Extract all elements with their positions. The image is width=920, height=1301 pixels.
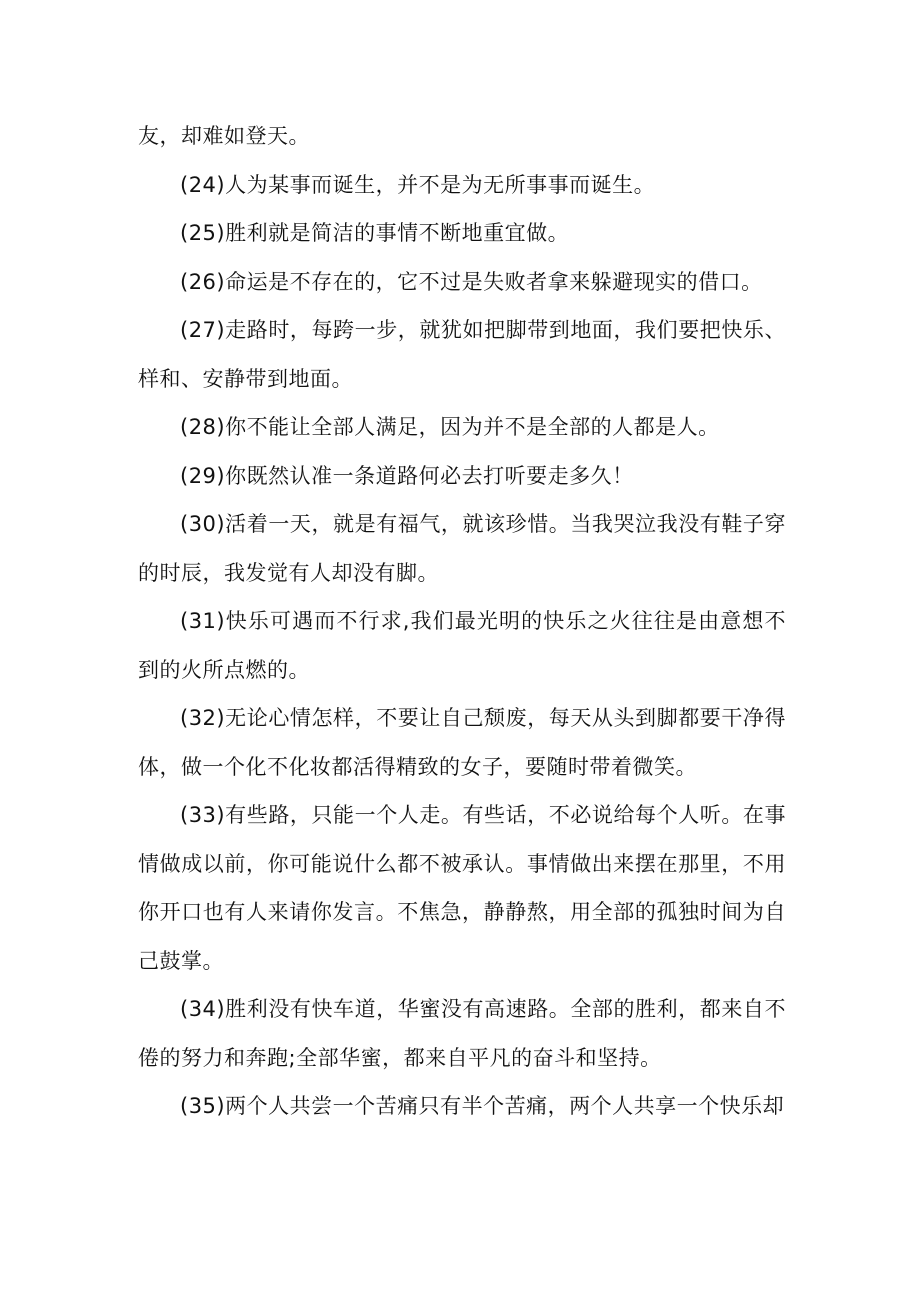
paragraph-35: (35)两个人共尝一个苦痛只有半个苦痛，两个人共享一个快乐却 [180, 1094, 785, 1118]
paragraph-34: (34)胜利没有快车道，华蜜没有高速路。全部的胜利，都来自不倦的努力和奔跑;全部华蜜，都来自平凡的奋斗和坚持。 [138, 997, 786, 1070]
paragraph-29: (29)你既然认准一条道路何必去打听要走多久！ [180, 463, 634, 488]
paragraph-25: (25)胜利就是简洁的事情不断地重宜做。 [180, 221, 570, 245]
paragraph-23-continuation: 友，却难如登天。 [138, 124, 310, 148]
paragraph-31: (31)快乐可遇而不行求,我们最光明的快乐之火往往是由意想不到的火所点燃的。 [138, 609, 786, 682]
paragraph-28: (28)你不能让全部人满足，因为并不是全部的人都是人。 [180, 415, 720, 439]
document-body [138, 112, 786, 1131]
paragraph-33: (33)有些路，只能一个人走。有些话，不必说给每个人听。在事情做成以前，你可能说什么都不被承认。事情做出来摆在那里，不用你开口也有人来请你发言。不焦急，静静熬，用全部的孤独时间为自己鼓掌。 [138, 803, 786, 973]
paragraph-32: (32)无论心情怎样，不要让自己颓废，每天从头到脚都要干净得体，做一个化不化妆都活得精致的女子，要随时带着微笑。 [138, 706, 786, 779]
paragraph-30: (30)活着一天，就是有福气，就该珍惜。当我哭泣我没有鞋子穿的时辰，我发觉有人却没有脚。 [138, 512, 786, 585]
paragraph-26: (26)命运是不存在的，它不过是失败者拿来躲避现实的借口。 [180, 269, 763, 294]
paragraph-27: (27)走路时，每跨一步，就犹如把脚带到地面，我们要把快乐、样和、安静带到地面。 [138, 318, 786, 391]
paragraph-24: (24)人为某事而诞生，并不是为无所事事而诞生。 [180, 172, 656, 197]
